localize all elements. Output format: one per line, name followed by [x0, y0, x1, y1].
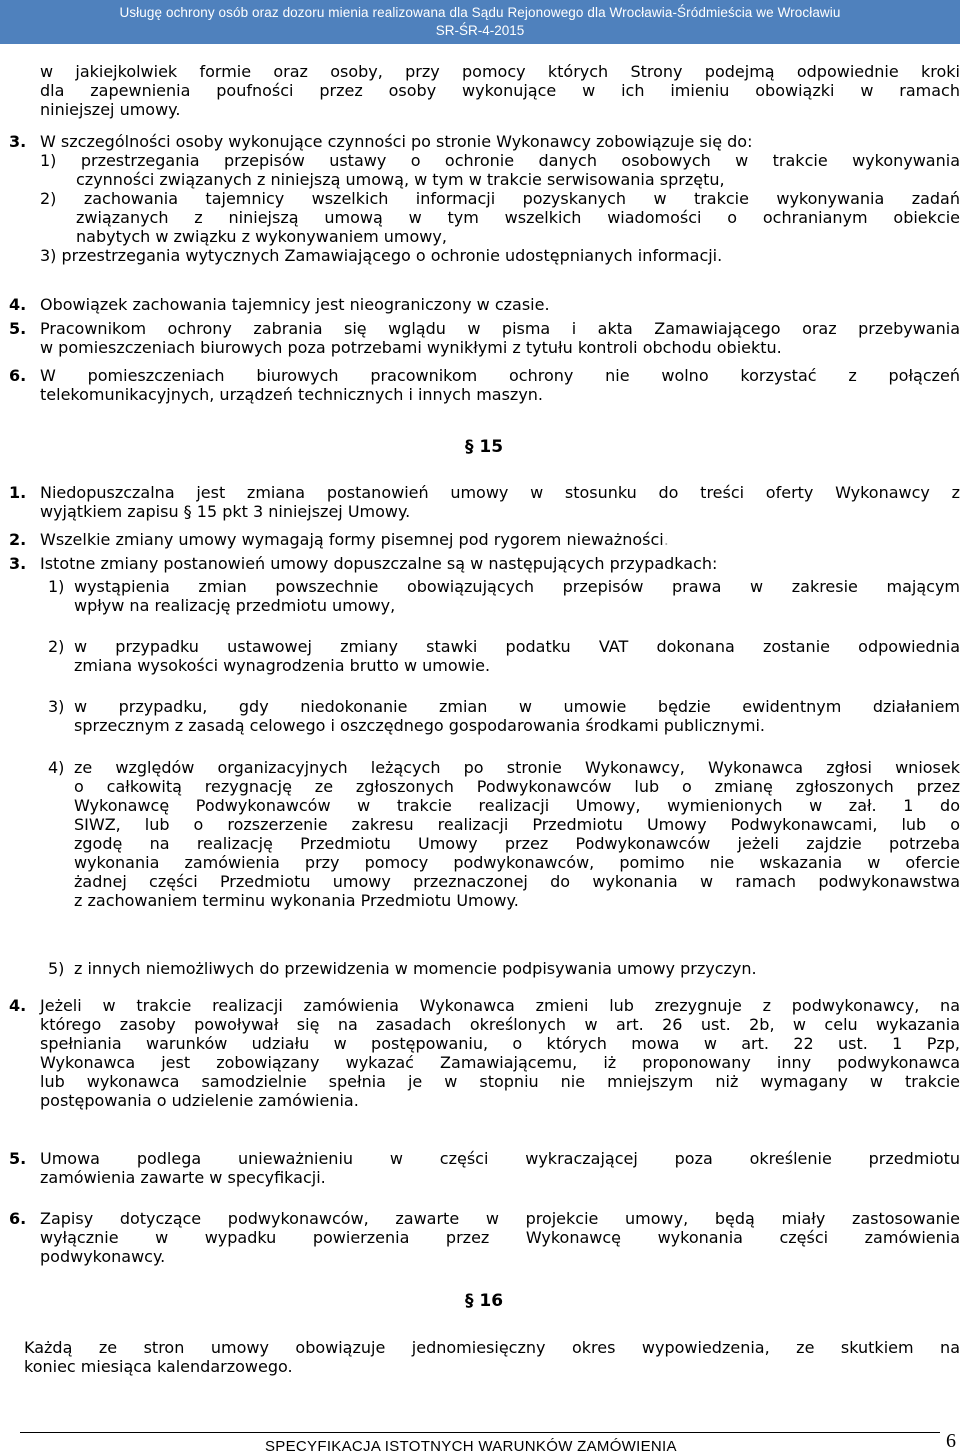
item-text: w przypadku, gdy niedokonanie zmian w umowie będzie ewidentnym działaniem: [74, 697, 960, 716]
text-line: w pomieszczeniach biurowych poza potrzebami wynikłymi z tytułu kontroli obchodu obiektu.: [40, 338, 782, 357]
text-line: wykonania zamówienia przy pomocy podwykonawców, pomimo nie wskazania w ofercie: [74, 853, 960, 872]
clause-number: 4.: [9, 295, 27, 314]
item-number: 3): [48, 697, 65, 716]
clause-number: 6.: [9, 366, 27, 385]
clause-number: 3.: [9, 132, 27, 151]
clause-number: 5.: [9, 1149, 27, 1168]
text-line: wyłącznie w wypadku powierzenia przez Wykonawcę wykonania części zamówienia: [40, 1228, 960, 1247]
trailing-dot: .: [663, 530, 669, 549]
clause-5: [9, 319, 960, 357]
item-text: ze względów organizacyjnych leżących po stronie Wykonawcy, Wykonawca zgłosi wniosek: [74, 758, 960, 777]
footer-divider: [20, 1432, 940, 1433]
item-text: z innych niemożliwych do przewidzenia w momencie podpisywania umowy przyczyn.: [74, 959, 757, 978]
item-text: w przypadku ustawowej zmiany stawki podatku VAT dokonana zostanie odpowiednia: [74, 637, 960, 656]
text-line: w jakiejkolwiek formie oraz osoby, przy pomocy których Strony podejmą odpowiednie kroki: [40, 62, 960, 81]
text-line: SIWZ, lub o rozszerzenie zakresu realizacji Przedmiotu Umowy Podwykonawcami, lub o: [74, 815, 960, 834]
text-line: Wykonawcę Podwykonawców w trakcie realizacji Umowy, wymienionych w zał. 1 do: [74, 796, 960, 815]
clause-text: Umowa podlega unieważnieniu w części wykraczającej poza określenie przedmiotu: [40, 1149, 960, 1168]
section-16-heading: § 16: [464, 1291, 504, 1311]
text-line: telekomunikacyjnych, urządzeń technicznych i innych maszyn.: [40, 385, 544, 404]
s15-item-3: [48, 697, 960, 735]
item-number: 1): [48, 577, 65, 596]
text-line: niniejszej umowy.: [40, 100, 181, 119]
text-line: żadnej części Przedmiotu umowy przeznaczonej do wykonania w ramach podwykonawstwa: [74, 872, 960, 891]
header-title: Usługę ochrony osób oraz dozoru mienia realizowana dla Sądu Rejonowego dla Wrocławia-Śródmieścia we Wrocławiu: [119, 5, 841, 20]
clause-3: [9, 132, 960, 265]
text-line: z zachowaniem terminu wykonania Przedmiotu Umowy.: [74, 891, 519, 910]
clause-text: Jeżeli w trakcie realizacji zamówienia Wykonawca zmieni lub zrezygnuje z podwykonawcy, na: [40, 996, 960, 1015]
section-15-heading: § 15: [464, 437, 504, 457]
text-line: postępowania o udzielenie zamówienia.: [40, 1091, 359, 1110]
clause-text: Pracownikom ochrony zabrania się wglądu w pisma i akta Zamawiającego oraz przebywania: [40, 319, 960, 338]
s15-item-2: [48, 637, 960, 675]
text-line: 2) zachowania tajemnicy wszelkich informacji pozyskanych w trakcie wykonywania zadań: [40, 189, 960, 208]
text-line: dla zapewnienia poufności przez osoby wykonujące w ich imieniu obowiązki w ramach: [40, 81, 960, 100]
clause-text: W szczególności osoby wykonujące czynności po stronie Wykonawcy zobowiązuje się do:: [40, 132, 753, 151]
s15-clause-6: [9, 1209, 960, 1266]
text-line: związanych z niniejszą umową w tym wszelkich wiadomości o ochranianym obiekcie: [76, 208, 960, 227]
text-line: nabytych w związku z wykonywaniem umowy,: [76, 227, 447, 246]
clause-text: Wszelkie zmiany umowy wymagają formy pisemnej pod rygorem nieważności: [40, 530, 664, 549]
s15-item-5: [48, 959, 960, 978]
s15-clause-3: [9, 554, 960, 573]
s15-clause-4: [9, 996, 960, 1110]
s15-item-1: [48, 577, 960, 615]
page-number: 6: [946, 1430, 956, 1452]
clause-text: Zapisy dotyczące podwykonawców, zawarte w projekcie umowy, będą miały zastosowanie: [40, 1209, 960, 1228]
clause-6: [9, 366, 960, 404]
s15-clause-5: [9, 1149, 960, 1187]
clause-number: 1.: [9, 483, 27, 502]
text-line: lub wykonawca samodzielnie spełnia je w stopniu nie mniejszym niż wymagany w trakcie: [40, 1072, 960, 1091]
text-line: Każdą ze stron umowy obowiązuje jednomiesięczny okres wypowiedzenia, ze skutkiem na: [24, 1338, 960, 1357]
clause-number: 6.: [9, 1209, 27, 1228]
text-line: wpływ na realizację przedmiotu umowy,: [74, 596, 396, 615]
s15-clause-2: [9, 530, 960, 549]
text-line: koniec miesiąca kalendarzowego.: [24, 1357, 293, 1376]
text-line: 3) przestrzegania wytycznych Zamawiającego o ochronie udostępnianych informacji.: [40, 246, 723, 265]
text-line: czynności związanych z niniejszą umową, w tym w trakcie serwisowania sprzętu,: [76, 170, 725, 189]
text-line: wyjątkiem zapisu § 15 pkt 3 niniejszej Umowy.: [40, 502, 411, 521]
clause-text: Niedopuszczalna jest zmiana postanowień umowy w stosunku do treści oferty Wykonawcy z: [40, 483, 960, 502]
clause-4: [9, 295, 960, 314]
item-text: wystąpienia zmian powszechnie obowiązujących przepisów prawa w zakresie mającym: [74, 577, 960, 596]
text-line: o całkowitą rezygnację ze zgłoszonych Podwykonawców lub o zmianę zgłoszonych przez: [74, 777, 960, 796]
text-line: zgodę na realizację Przedmiotu Umowy przez Podwykonawców jeżeli zajdzie potrzeba: [74, 834, 960, 853]
footer-title: SPECYFIKACJA ISTOTNYCH WARUNKÓW ZAMÓWIENIA: [265, 1438, 677, 1455]
s15-item-4: [48, 758, 960, 910]
s16-paragraph: [24, 1338, 960, 1376]
text-line: zamówienia zawarte w specyfikacji.: [40, 1168, 326, 1187]
s15-clause-1: [9, 483, 960, 521]
clause-number: 5.: [9, 319, 27, 338]
text-line: zmiana wysokości wynagrodzenia brutto w umowie.: [74, 656, 491, 675]
text-line: sprzecznym z zasadą celowego i oszczędnego gospodarowania środkami publicznymi.: [74, 716, 766, 735]
clause-text: Istotne zmiany postanowień umowy dopuszczalne są w następujących przypadkach:: [40, 554, 718, 573]
clause-number: 3.: [9, 554, 27, 573]
text-line: podwykonawcy.: [40, 1247, 166, 1266]
text-line: spełniania warunków udziału w postępowaniu, o których mowa w art. 22 ust. 1 Pzp,: [40, 1034, 960, 1053]
text-line: którego zasoby powoływał się na zasadach określonych w art. 26 ust. 2b, w celu wykazania: [40, 1015, 960, 1034]
header-reference: SR-ŚR-4-2015: [435, 23, 525, 38]
page-header: [0, 0, 960, 44]
item-number: 2): [48, 637, 65, 656]
item-number: 5): [48, 959, 65, 978]
clause-text: W pomieszczeniach biurowych pracownikom ochrony nie wolno korzystać z połączeń: [40, 366, 960, 385]
page-footer: [0, 1432, 960, 1455]
clause-text: Obowiązek zachowania tajemnicy jest nieograniczony w czasie.: [40, 295, 550, 314]
text-line: Wykonawca jest zobowiązany wykazać Zamawiającemu, iż proponowany inny podwykonawca: [40, 1053, 960, 1072]
clause-number: 4.: [9, 996, 27, 1015]
text-line: 1) przestrzegania przepisów ustawy o ochronie danych osobowych w trakcie wykonywania: [40, 151, 960, 170]
item-number: 4): [48, 758, 65, 777]
intro-paragraph: [40, 62, 960, 119]
clause-number: 2.: [9, 530, 27, 549]
